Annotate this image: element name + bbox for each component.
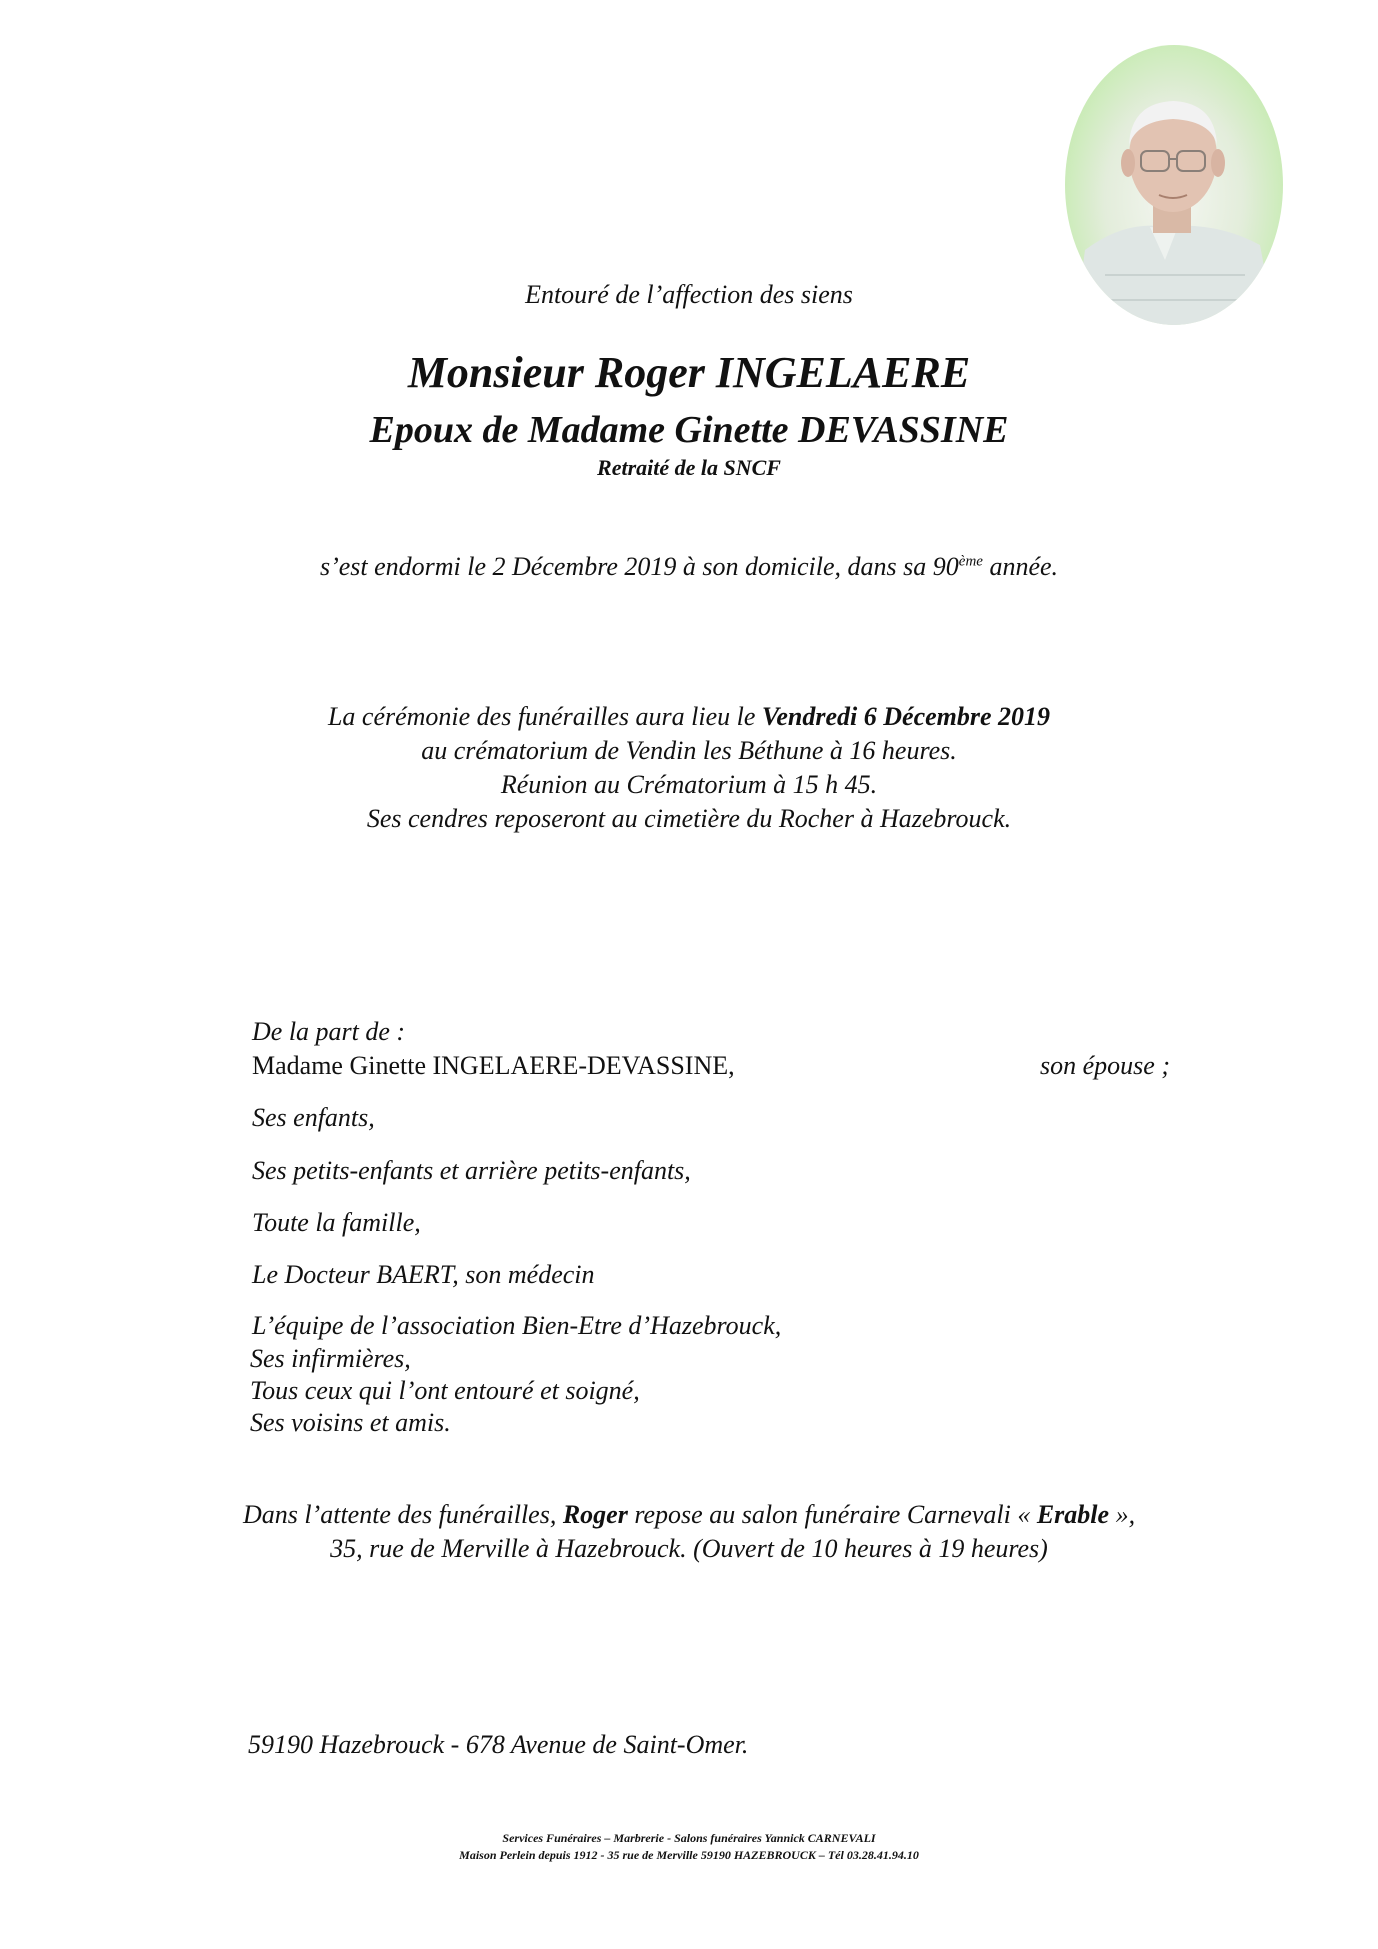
family-nurses: Ses infirmières, [250, 1344, 411, 1373]
ceremony-intro: La cérémonie des funérailles aura lieu le [327, 702, 762, 731]
occupation: Retraité de la SNCF [597, 455, 781, 480]
family-heading: De la part de : [252, 1017, 406, 1046]
ceremony-date: Vendredi 6 Décembre 2019 [761, 702, 1051, 731]
family-carers: Tous ceux qui l’ont entouré et soigné, [250, 1376, 640, 1405]
family-neighbours: Ses voisins et amis. [250, 1408, 451, 1437]
salon-line [0, 1500, 1378, 1530]
spouse-line: Epoux de Madame Ginette DEVASSINE [369, 409, 1009, 451]
footer-contact: Maison Perlein depuis 1912 - 35 rue de Merville 59190 HAZEBROUCK – Tél 03.28.41.94.10 [459, 1848, 919, 1862]
salon-text-mid: repose au salon funéraire Carnevali « [627, 1500, 1037, 1529]
family-grandchildren: Ses petits-enfants et arrière petits-enfants, [252, 1156, 691, 1185]
ceremony-ashes: Ses cendres reposeront au cimetière du Rocher à Hazebrouck. [366, 804, 1012, 833]
ceremony-place: au crématorium de Vendin les Béthune à 16 heures. [421, 736, 957, 765]
salon-address: 35, rue de Merville à Hazebrouck. (Ouvert de 10 heures à 19 heures) [330, 1534, 1048, 1563]
salon-room-name: Erable [1036, 1500, 1110, 1529]
footer-company: Services Funéraires – Marbrerie - Salons funéraires Yannick CARNEVALI [502, 1831, 876, 1845]
deceased-name: Monsieur Roger INGELAERE [407, 348, 971, 397]
family-whole: Toute la famille, [252, 1208, 421, 1237]
home-address: 59190 Hazebrouck - 678 Avenue de Saint-Omer. [248, 1730, 749, 1759]
death-text: s’est endormi le 2 Décembre 2019 à son domicile, dans sa 90 [319, 552, 959, 581]
death-text-end: année. [982, 552, 1059, 581]
family-association: L’équipe de l’association Bien-Etre d’Hazebrouck, [252, 1311, 782, 1340]
salon-text-end: », [1109, 1500, 1136, 1529]
death-announcement [0, 552, 1378, 582]
family-children: Ses enfants, [252, 1103, 375, 1132]
intro-line: Entouré de l’affection des siens [525, 280, 853, 309]
ceremony-line [0, 702, 1378, 732]
salon-deceased-name: Roger [562, 1500, 628, 1529]
ceremony-meeting: Réunion au Crématorium à 15 h 45. [500, 770, 878, 799]
ordinal-suffix: ème [958, 553, 983, 570]
family-doctor: Le Docteur BAERT, son médecin [252, 1260, 595, 1289]
salon-text: Dans l’attente des funérailles, [242, 1500, 563, 1529]
widow-name: Madame Ginette INGELAERE-DEVASSINE, [252, 1051, 735, 1080]
widow-role: son épouse ; [1040, 1051, 1170, 1080]
